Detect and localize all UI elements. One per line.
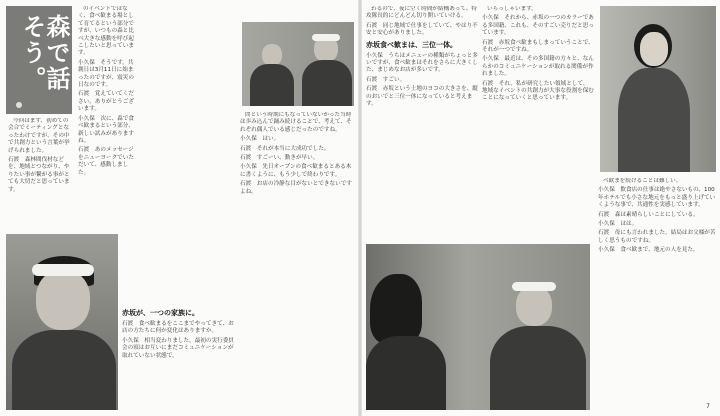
paragraph: 石渡 赤坂食べ歓まもしまっていうことで、それが一つですね。 bbox=[482, 39, 594, 54]
paragraph: 石渡 お店の冷静な目がないとできないですよね。 bbox=[240, 181, 352, 195]
paragraph: 石渡 森は素晴らしいことにしている。 bbox=[598, 211, 699, 218]
page-gutter bbox=[358, 0, 362, 416]
paragraph: 小久保 うちはメニューの種類がちょっと多いですが、食べ歓まはそれをさらに大きくした、まじめなお店が多いです。 bbox=[366, 52, 478, 74]
paragraph: 今回はまず、初めての会合でミーティングとなったわけですが、その中で共創力という言葉が挙げられました。 bbox=[8, 118, 70, 154]
paragraph: 小久保 相当変わりました。最初の実行委員会の頃はお互いにまだコミュニケーションが取れていない状態で。 bbox=[122, 337, 234, 359]
paragraph: 小久保 飲食店の仕事は絶やさないもの、100年ホテルでも小さな地元をもっと盛り上げていくような事で、共通性を実感しています。 bbox=[598, 187, 716, 209]
text-column-5 bbox=[482, 6, 594, 242]
paragraph: 小久保 それから、赤坂の一つのカラーである多国籍、これも、そのすごい売りだと思っています。 bbox=[482, 15, 594, 37]
text-column-2a bbox=[78, 6, 134, 232]
paragraph: 石渡 すごい。 bbox=[366, 76, 406, 83]
text-column-2b bbox=[122, 306, 236, 410]
paragraph: 小久保 食べ歓まで、地元の人を見た。 bbox=[598, 247, 699, 254]
paragraph: 問という時期にもなっていないかった当時は歩み込んで踊み続けることで、考えて、それぞれ偶人でいる感じだったのですね。 bbox=[240, 112, 352, 133]
paragraph: 石渡 同じ地域で仕事をしていて、やはり不安と安心がありました。 bbox=[366, 22, 478, 37]
paragraph: 石渡 それ、私が研究したい領域として、地域なイベントの共創力が大事な役割を保むことになっていくと思っています。 bbox=[482, 80, 594, 102]
paragraph: 小久保 はい。 bbox=[240, 136, 280, 143]
paragraph: 石渡 すごーい、動きが早い。 bbox=[240, 155, 319, 162]
paragraph: 小久保 先日オープンの食べ歓まるとある木に書くように、もう少しで終わりです。 bbox=[240, 164, 352, 178]
paragraph: いらっしゃいます。 bbox=[487, 6, 537, 12]
title-bullet bbox=[16, 102, 22, 108]
photo-man-bandana bbox=[6, 234, 118, 410]
text-column-4 bbox=[366, 6, 478, 242]
title-block bbox=[6, 6, 72, 114]
article-title: 森で話そう。 bbox=[18, 14, 71, 92]
paragraph: 石渡 母にも言われました。結局はお父様が苦しく思うものですね。 bbox=[598, 230, 716, 244]
paragraph: わるので、夜に空く時間が結構あって、特攻隊長的にどんどん切り開いていける。 bbox=[366, 6, 478, 20]
paragraph: のイベントではなく、食べ歓まる場として育てるという部分ですが、いつもの森と比べ大きな感動を呼び起こしたいと思っています。 bbox=[78, 6, 134, 57]
photo-conversation bbox=[366, 244, 590, 410]
section-heading: 赤坂が、一つの家族に。 bbox=[122, 309, 199, 317]
text-column-6 bbox=[598, 178, 716, 398]
paragraph: 小久保 次に、森で食べ歓まるという部分、新しい試みがありますね。 bbox=[78, 115, 134, 144]
paragraph: 小久保 はは。 bbox=[598, 221, 638, 228]
paragraph: 小久保 最近は、その多国籍の方々と、なんらかのコミュニケーションが取れる関係が作れました。 bbox=[482, 56, 594, 78]
paragraph: べ歓まを続けることは難しい。 bbox=[603, 178, 682, 184]
paragraph: 石渡 覚えていてください。ありがとうございます。 bbox=[78, 91, 134, 113]
paragraph: 石渡 赤坂という土地のヨコの大きさを、縦のおいでと三位一体になっていると考えます。 bbox=[366, 86, 478, 108]
photo-woman bbox=[600, 6, 716, 172]
section-heading: 赤坂食べ歓まは、三位一体。 bbox=[366, 40, 457, 49]
paragraph: 石渡 あのメッセージをニューヨークでいただいて、感動しました。 bbox=[78, 147, 134, 176]
paragraph: 石渡 森林間伐材などを、地域とつながり、やりたい事が繋がる事がとても大切だと思っています。 bbox=[8, 157, 70, 193]
page-number: 7 bbox=[706, 403, 710, 410]
text-column-1 bbox=[8, 118, 72, 230]
paragraph: 小久保 そうです。共創日は3月11日に始まったのですが、震災の日なのです。 bbox=[78, 59, 134, 89]
photo-two-men bbox=[242, 22, 354, 106]
paragraph: 石渡 それが本当に大成功でした。 bbox=[240, 145, 330, 152]
paragraph: 石渡 食べ歓まるをここまでやってきて、お店の方たちに何か変化はありますか。 bbox=[122, 321, 234, 335]
text-column-3 bbox=[240, 112, 356, 410]
